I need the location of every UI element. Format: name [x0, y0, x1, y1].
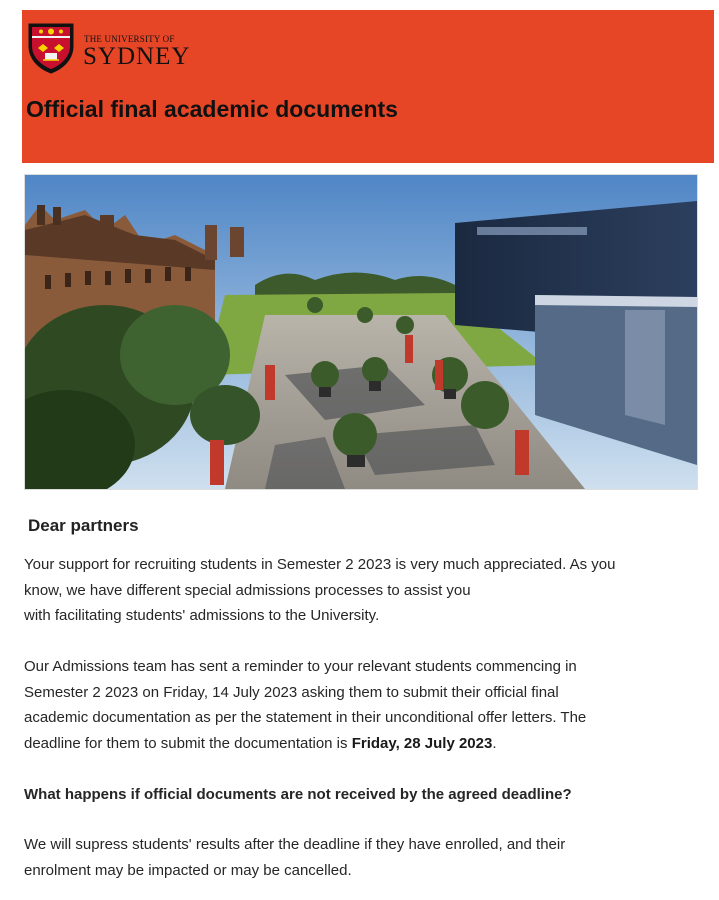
page-title: Official final academic documents [26, 96, 398, 122]
campus-hero-image [24, 174, 698, 490]
university-crest-icon [26, 22, 76, 74]
paragraph-line: know, we have different special admissions processes to assist you [24, 581, 471, 599]
logo-wordmark-sydney: SYDNEY [83, 43, 191, 70]
campus-quadrangle-photo-icon [25, 175, 697, 489]
consequence-paragraph [24, 832, 674, 883]
deadline-date: Friday, 28 July 2023 [351, 734, 493, 752]
paragraph-line [24, 731, 684, 757]
logo-wordmark-small: THE UNIVERSITY OF [84, 34, 175, 44]
deadline-text: deadline for them to submit the documentation is [24, 734, 352, 752]
email-header-banner [22, 10, 714, 163]
deadline-question-heading: What happens if official documents are not received by the agreed deadline? [24, 786, 572, 803]
paragraph-line: Semester 2 2023 on Friday, 14 July 2023 asking them to submit their official final [24, 683, 559, 701]
paragraph-line: academic documentation as per the statement in their unconditional offer letters. The [24, 709, 587, 726]
deadline-period: . [492, 734, 497, 752]
paragraph-line: enrolment may be impacted or may be cancelled. [24, 861, 352, 879]
appreciation-paragraph [24, 552, 714, 629]
reminder-paragraph [24, 654, 684, 756]
paragraph-line: Our Admissions team has sent a reminder to your relevant students commencing in [24, 658, 577, 675]
university-logo[interactable] [26, 22, 196, 86]
paragraph-line: Your support for recruiting students in Semester 2 2023 is very much appreciated. As you [24, 556, 616, 573]
greeting-heading: Dear partners [28, 516, 139, 535]
paragraph-line: with facilitating students' admissions to the University. [24, 607, 380, 624]
paragraph-line: We will supress students' results after the deadline if they have enrolled, and their [24, 836, 566, 853]
